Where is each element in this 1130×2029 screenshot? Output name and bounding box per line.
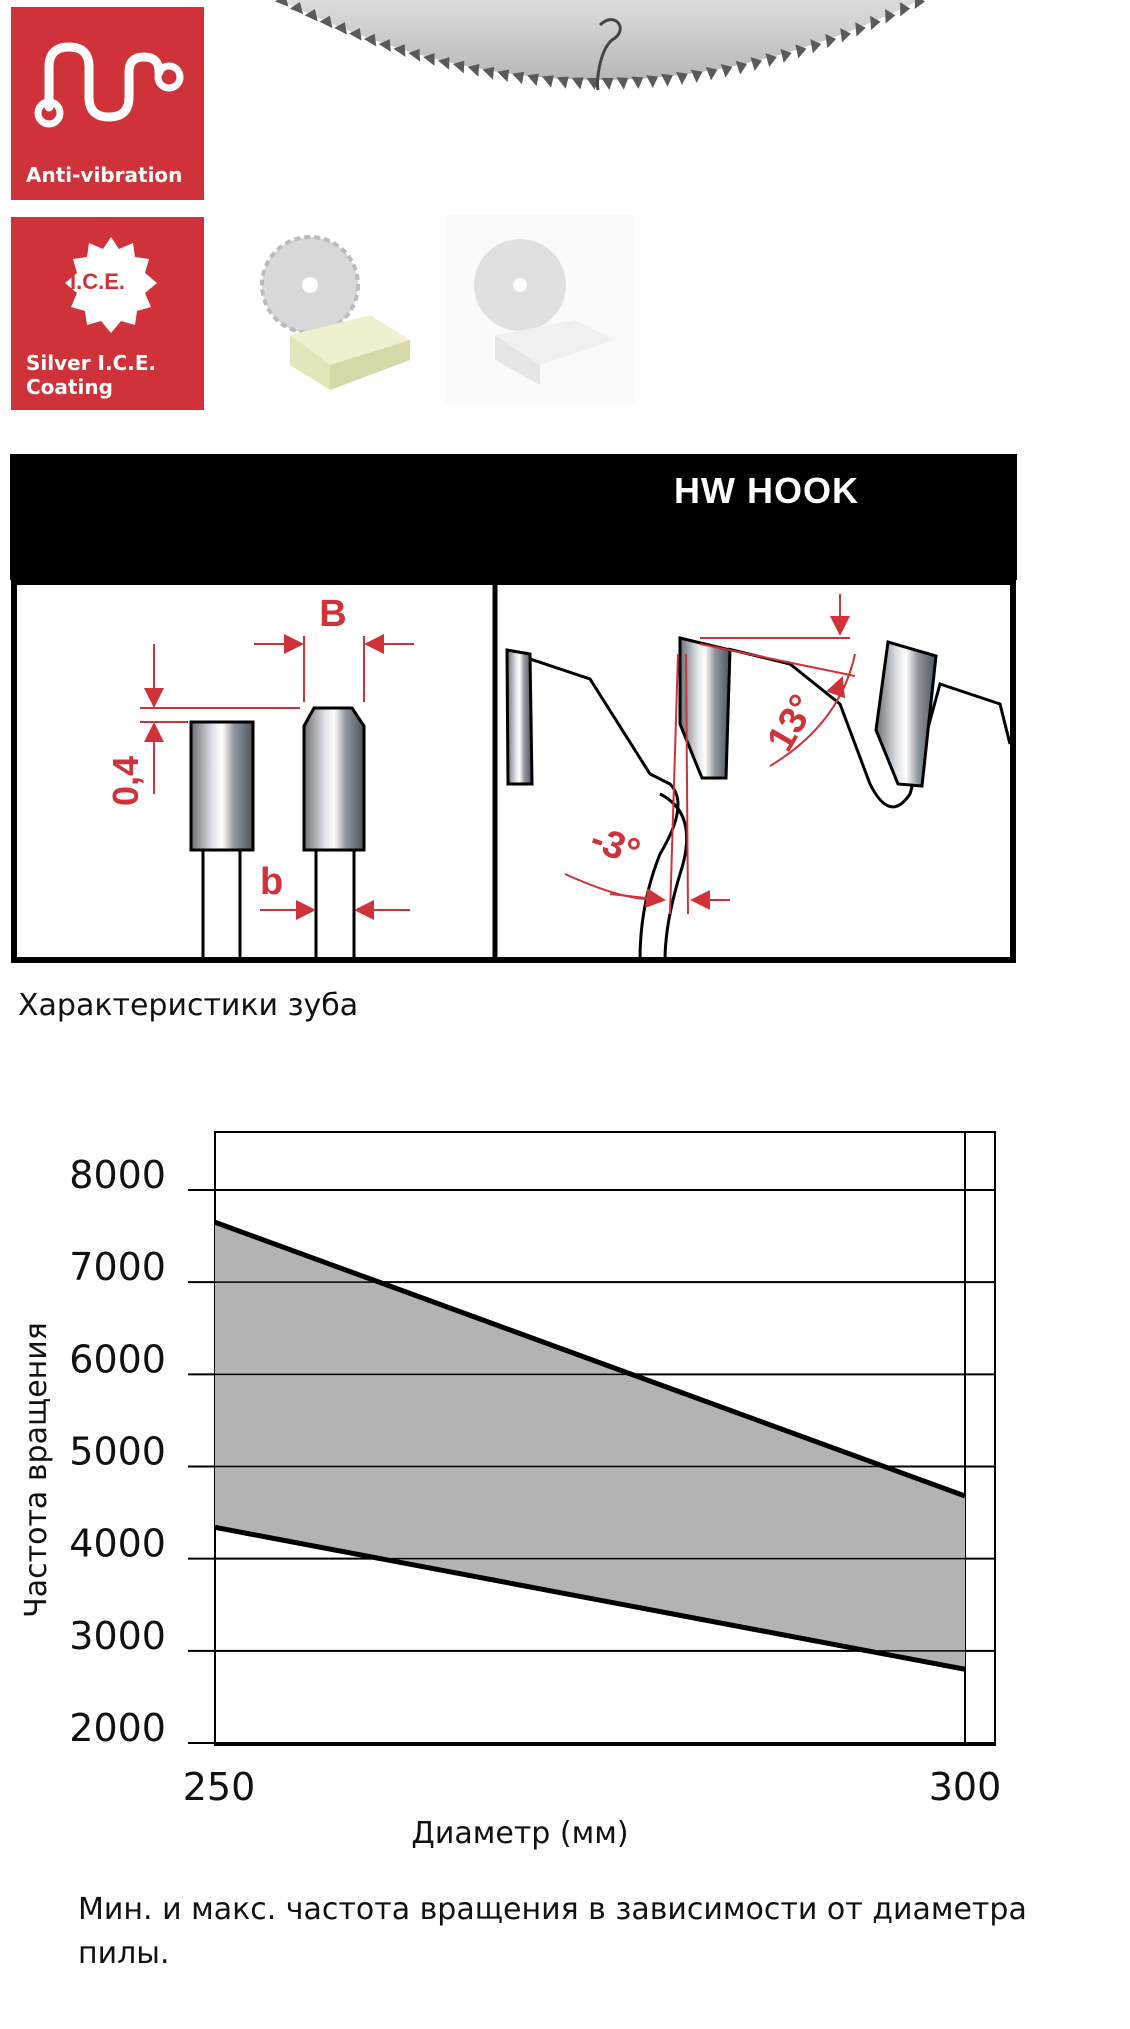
y-tick-label: 8000	[69, 1153, 166, 1197]
squiggle-icon	[31, 37, 191, 137]
saw-tooth	[557, 76, 570, 89]
dim-04-label: 0,4	[105, 755, 146, 806]
diagram-header-title: HW HOOK	[674, 470, 859, 511]
saw-tooth	[601, 78, 613, 90]
y-tick-label: 7000	[69, 1245, 166, 1290]
anti-vibration-badge	[11, 7, 204, 200]
rpm-range-band	[215, 1222, 965, 1669]
ice-coating-badge	[11, 217, 204, 410]
ice-logo-text: I.C.E.	[70, 269, 126, 294]
dim-B-label: B	[319, 593, 347, 635]
anti-vibration-label: Anti-vibration	[26, 163, 183, 187]
y-tick-label: 5000	[69, 1429, 166, 1474]
x-axis-label: Диаметр (мм)	[411, 1816, 629, 1850]
x-tick-label: 300	[928, 1765, 1002, 1809]
angle-neg3-label: -3°	[584, 817, 646, 875]
y-tick-label: 6000	[69, 1337, 166, 1382]
tooth-caption: Характеристики зуба	[18, 988, 359, 1023]
saw-tooth	[527, 74, 540, 87]
tooth-right	[304, 708, 364, 850]
y-tick-label: 3000	[69, 1613, 166, 1658]
saw-tooth	[542, 75, 555, 88]
dim-b-label: b	[260, 861, 284, 903]
ice-coating-label-line1: Silver I.C.E.	[26, 351, 157, 375]
saw-tooth	[572, 77, 585, 90]
hook-tooth-1	[507, 650, 532, 784]
x-tick-label: 250	[182, 1765, 256, 1809]
saw-tooth	[616, 77, 629, 90]
tooth-left	[191, 722, 253, 850]
product-thumbnail-1[interactable]	[250, 215, 420, 395]
y-axis-label: Частота вращения	[19, 1322, 54, 1618]
rpm-diameter-chart	[0, 1110, 1130, 1850]
y-tick-label: 4000	[69, 1521, 166, 1566]
y-tick-label: 2000	[69, 1706, 166, 1750]
product-thumbnail-2[interactable]	[445, 215, 635, 405]
ice-coating-label-line2: Coating	[26, 375, 113, 399]
saw-blade-image	[240, 0, 960, 130]
angle-13-label: 13°	[759, 687, 825, 759]
tooth-geometry-diagram	[10, 454, 1017, 964]
chart-caption: Мин. и макс. частота вращения в зависимости от диаметра пилы.	[78, 1892, 1027, 1971]
